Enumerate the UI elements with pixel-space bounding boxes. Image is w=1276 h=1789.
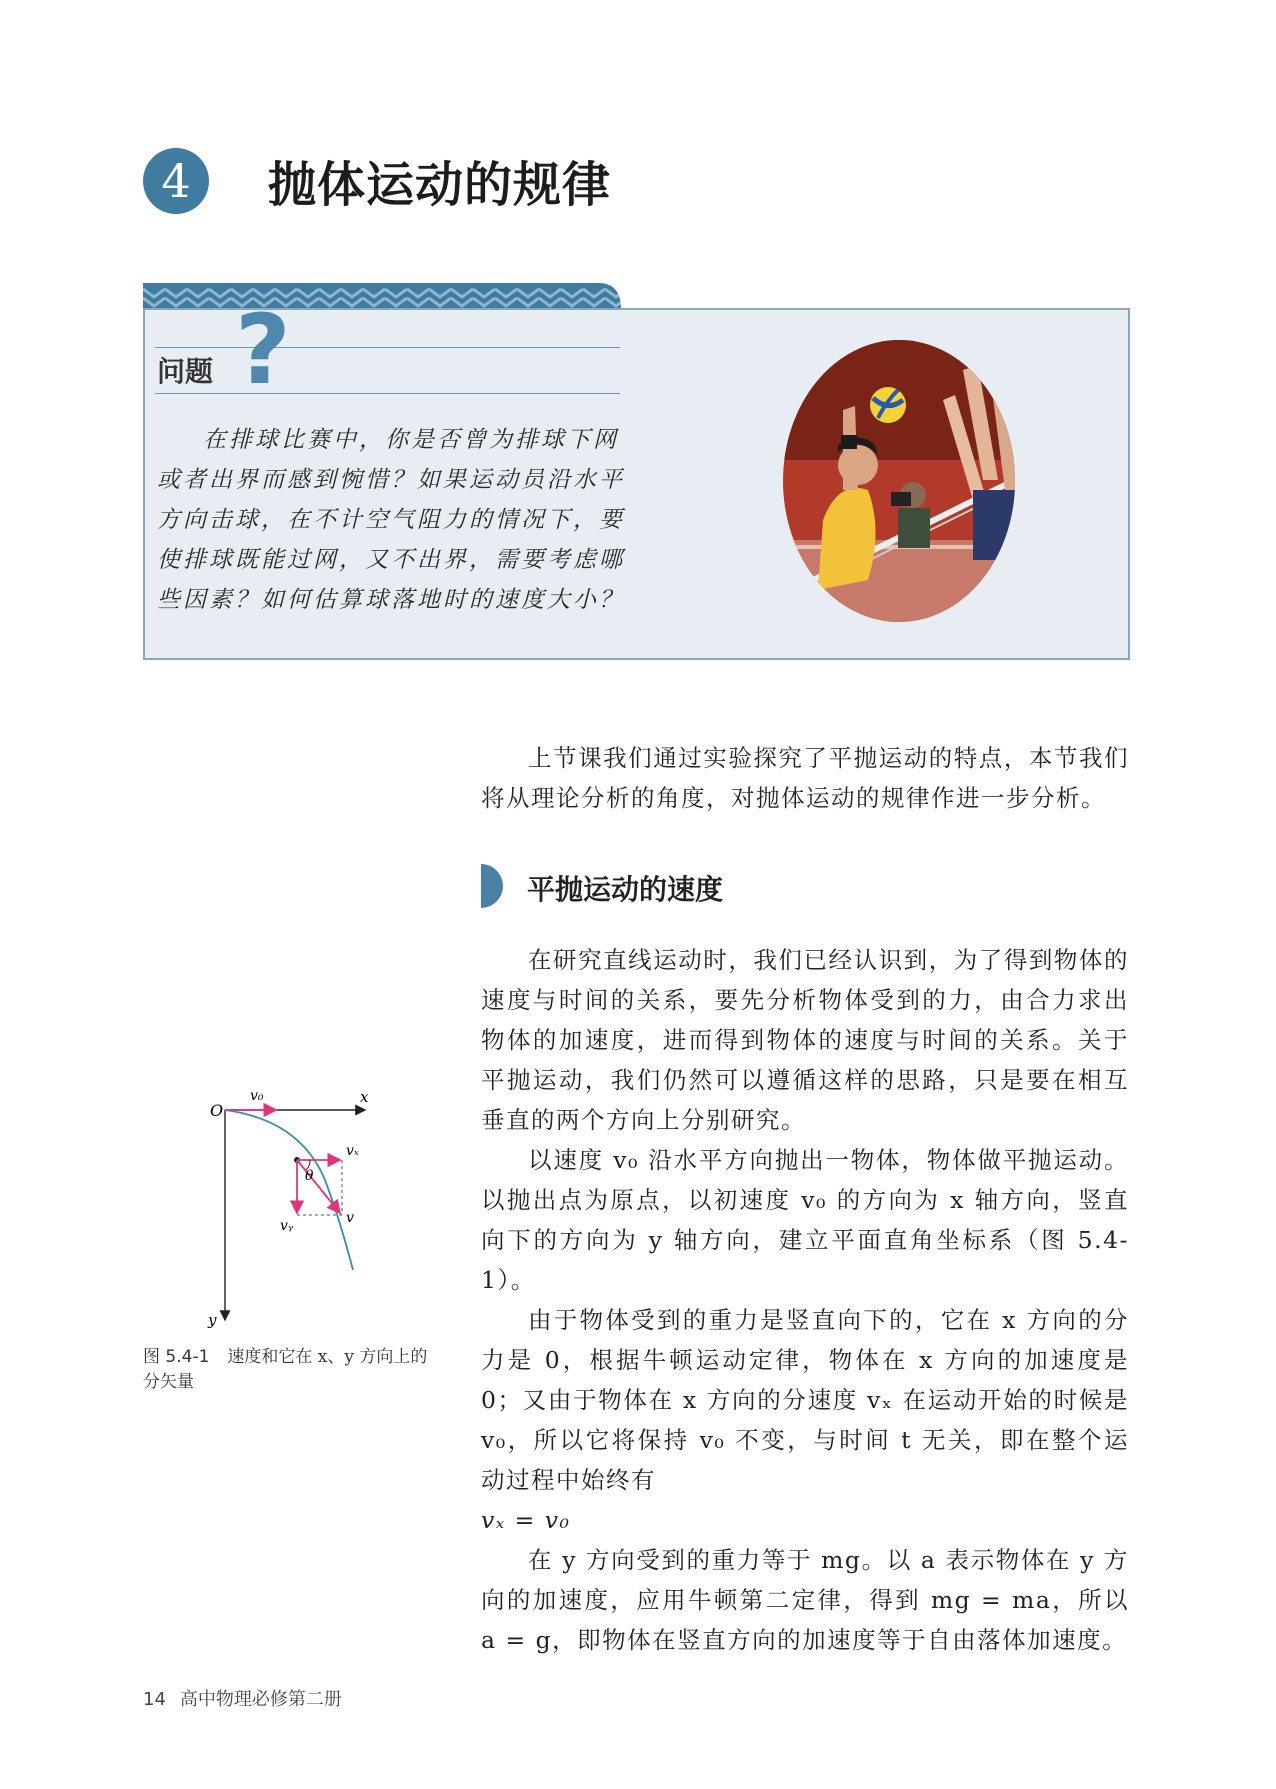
subsection-title: 平抛运动的速度 [527,873,724,906]
y-axis-label: y [208,1311,217,1329]
figure-caption [143,1345,443,1395]
v0-label: v₀ [250,1088,264,1104]
x-axis-label: x [360,1088,369,1106]
theta-label: θ [305,1168,314,1184]
paragraph-3: 由于物体受到的重力是竖直向下的，它在 x 方向的分力是 0，根据牛顿运动定律，物体在 x 方向的加速度是 0；又由于物体在 x 方向的分速度 vₓ 在运动开始的时候是 v₀，所以它将保持 v₀ 不变，与时间 t 无关，即在整个运动过程中始终有 [481,1306,1129,1494]
subsection-marker-icon [481,864,503,908]
paragraph-4: 在 y 方向受到的重力等于 mg。以 a 表示物体在 y 方向的加速度，应用牛顿第二定律，得到 mg = ma，所以 a = g，即物体在竖直方向的加速度等于自由落体加速度。 [481,1546,1129,1654]
paragraph-2: 以速度 v₀ 沿水平方向抛出一物体，物体做平抛运动。以抛出点为原点，以初速度 v₀ 的方向为 x 轴方向，竖直向下的方向为 y 轴方向，建立平面直角坐标系（图 5.4-1）。 [481,1146,1129,1294]
question-mark-icon: ? [235,294,291,406]
v-label: v [346,1210,354,1226]
question-rule-bottom [155,393,620,394]
paragraph-1: 在研究直线运动时，我们已经认识到，为了得到物体的速度与时间的关系，要先分析物体受到的力，由合力求出物体的加速度，进而得到物体的速度与时间的关系。关于平抛运动，我们仍然可以遵循这样的思路，只是要在相互垂直的两个方向上分别研究。 [481,946,1129,1134]
book-title: 高中物理必修第二册 [179,1689,342,1710]
question-rule-top [155,347,620,348]
volleyball-photo [783,340,1015,622]
figure-caption-number: 图 5.4-1 [143,1347,210,1367]
formula-vx: vₓ = v₀ [481,1506,571,1534]
main-text [481,940,1129,1660]
figure-caption-text: 速度和它在 x、y 方向上的分矢量 [143,1347,428,1392]
section-number-badge: 4 [143,148,209,214]
intro-paragraph: 上节课我们通过实验探究了平抛运动的特点，本节我们将从理论分析的角度，对抛体运动的规律作进一步分析。 [481,744,1129,812]
question-text: 在排球比赛中，你是否曾为排球下网或者出界而感到惋惜？如果运动员沿水平方向击球，在不计空气阻力的情况下，要使排球既能过网，又不出界，需要考虑哪些因素？如何估算球落地时的速度大小？ [157,427,625,613]
page-number: 14 [143,1689,166,1710]
vy-label: vᵧ [280,1218,294,1234]
velocity-decomposition-figure [190,1080,390,1330]
trajectory-curve [225,1110,353,1270]
question-banner [143,283,621,309]
page-footer [143,1685,342,1711]
vx-label: vₓ [346,1143,359,1159]
question-heading: 问题 [157,355,214,388]
section-title: 抛体运动的规律 [268,157,612,213]
origin-label: O [210,1101,224,1120]
